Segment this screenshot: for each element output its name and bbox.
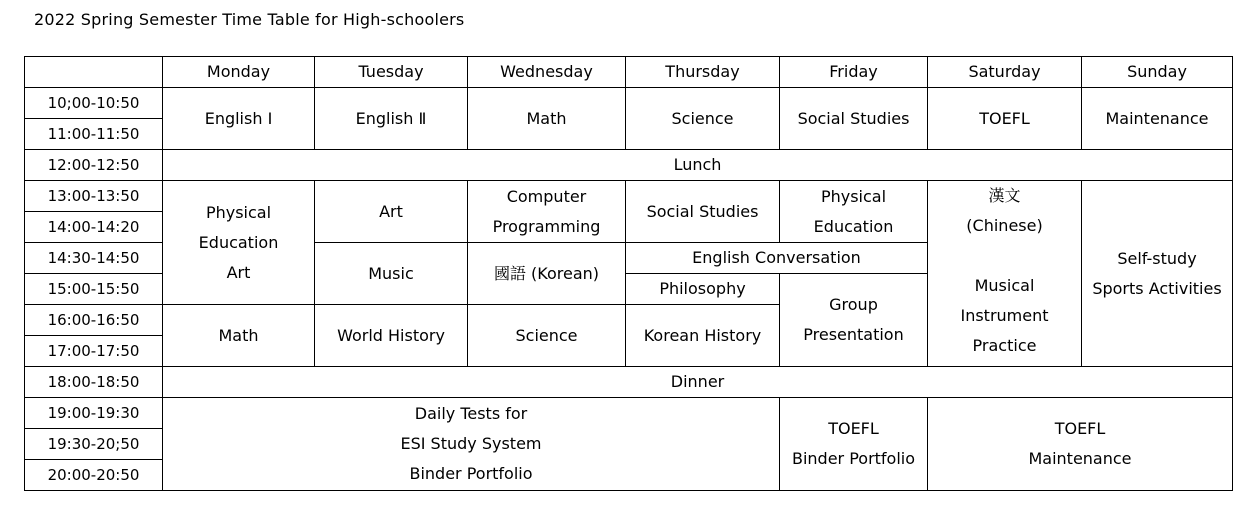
class-cell: Korean History [626,305,780,367]
day-header-monday: Monday [163,57,315,88]
time-slot: 19:30-20;50 [25,429,163,460]
class-cell: English Ⅱ [315,88,468,150]
table-row [25,150,1233,181]
class-cell: World History [315,305,468,367]
table-row [25,367,1233,398]
day-header-wednesday: Wednesday [468,57,626,88]
day-header-saturday: Saturday [928,57,1082,88]
class-line: Sports Activities [1092,278,1222,298]
time-slot: 16:00-16:50 [25,305,163,336]
class-line: Physical [205,202,272,222]
class-line: Programming [492,216,601,236]
class-line: Instrument [960,306,1049,325]
class-cell: Social Studies [780,88,928,150]
class-line: Binder Portfolio [791,449,916,468]
corner-cell [25,57,163,88]
class-cell [468,181,626,243]
class-cell: Math [468,88,626,150]
class-cell [928,181,1082,367]
class-cell: English Ⅰ [163,88,315,150]
header-row [25,57,1233,88]
class-cell [780,398,928,491]
class-line: Presentation [803,325,904,344]
day-header-tuesday: Tuesday [315,57,468,88]
class-line: Education [813,216,894,236]
time-slot: 19:00-19:30 [25,398,163,429]
class-line: Musical [974,276,1035,295]
day-header-thursday: Thursday [626,57,780,88]
class-cell: TOEFL [928,88,1082,150]
time-slot: 10;00-10:50 [25,88,163,119]
class-cell: Maintenance [1082,88,1233,150]
timetable [24,56,1233,491]
table-row [25,398,1233,429]
lunch-cell: Lunch [163,150,1233,181]
class-line: TOEFL [828,419,879,438]
class-line: 漢文 [988,186,1021,205]
class-cell: Music [315,243,468,305]
page-title: 2022 Spring Semester Time Table for High-schoolers [34,10,465,29]
class-line: Maintenance [1028,449,1132,468]
table-row [25,181,1233,212]
class-line: Education [198,232,279,252]
class-cell [1082,181,1233,367]
class-spacer [928,241,1081,271]
class-line: Practice [972,336,1037,355]
class-cell [780,181,928,243]
time-slot: 17:00-17:50 [25,336,163,367]
class-line: TOEFL [1054,419,1106,438]
time-slot: 12:00-12:50 [25,150,163,181]
class-line: Self-study [1117,248,1197,268]
class-cell [928,398,1233,491]
class-line: Group [829,295,878,314]
time-slot: 11:00-11:50 [25,119,163,150]
class-cell: Art [315,181,468,243]
table-row [25,88,1233,119]
class-line: Binder Portfolio [409,464,533,483]
class-cell [163,181,315,305]
class-cell: Math [163,305,315,367]
class-cell: 國語 (Korean) [468,243,626,305]
class-cell: Philosophy [626,274,780,305]
class-cell [780,274,928,367]
class-line: (Chinese) [966,216,1043,235]
class-line: Computer [506,186,587,206]
class-cell: Social Studies [626,181,780,243]
day-header-sunday: Sunday [1082,57,1233,88]
time-slot: 20:00-20:50 [25,460,163,491]
class-cell: Science [626,88,780,150]
class-line: Daily Tests for [414,404,528,423]
class-cell: English Conversation [626,243,928,274]
time-slot: 15:00-15:50 [25,274,163,305]
time-slot: 13:00-13:50 [25,181,163,212]
dinner-cell: Dinner [163,367,1233,398]
class-line: ESI Study System [400,434,542,453]
time-slot: 14:30-14:50 [25,243,163,274]
time-slot: 18:00-18:50 [25,367,163,398]
time-slot: 14:00-14:20 [25,212,163,243]
class-line: Physical [820,186,887,206]
day-header-friday: Friday [780,57,928,88]
class-cell: Science [468,305,626,367]
class-cell [163,398,780,491]
class-line: Art [226,262,251,282]
